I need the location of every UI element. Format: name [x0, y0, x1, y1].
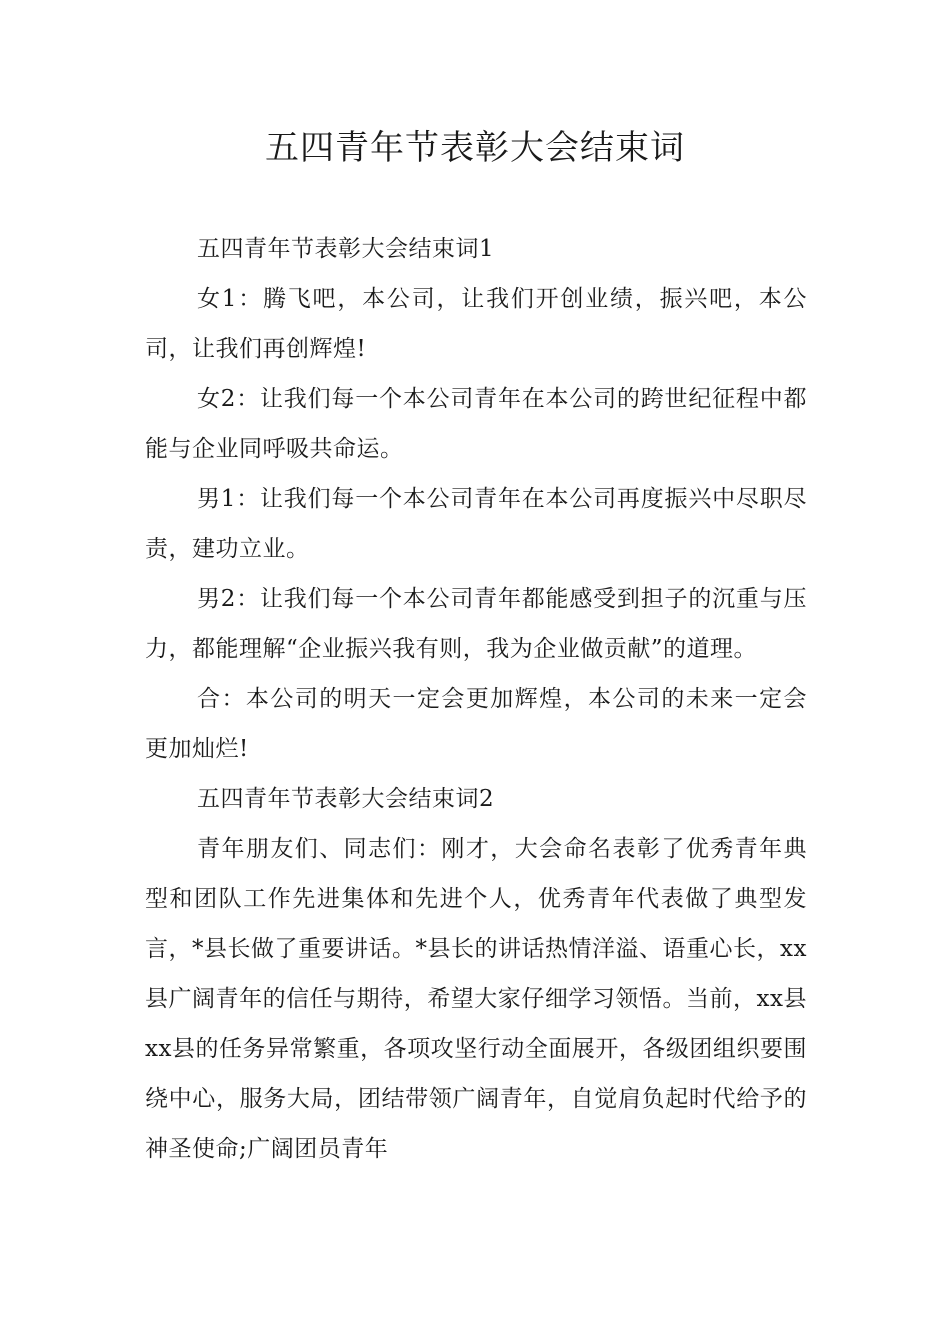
section-heading-2: 五四青年节表彰大会结束词2 — [197, 786, 495, 812]
paragraph-male-1: 男1：让我们每一个本公司青年在本公司再度振兴中尽职尽责，建功立业。 — [145, 486, 807, 562]
paragraph-female-1: 女1：腾飞吧，本公司，让我们开创业绩，振兴吧，本公司，让我们再创辉煌! — [145, 286, 807, 362]
paragraph-together: 合：本公司的明天一定会更加辉煌，本公司的未来一定会更加灿烂! — [145, 686, 807, 762]
paragraph-male-2: 男2：让我们每一个本公司青年都能感受到担子的沉重与压力，都能理解“企业振兴我有则，我为企业做贡献”的道理。 — [145, 586, 807, 662]
document-title: 五四青年节表彰大会结束词 — [265, 128, 685, 168]
paragraph-speech: 青年朋友们、同志们：刚才，大会命名表彰了优秀青年典型和团队工作先进集体和先进个人，优秀青年代表做了典型发言，*县长做了重要讲话。*县长的讲话热情洋溢、语重心长，xx县广阔青年的信任与期待，希望大家仔细学习领悟。当前，xx县xx县的任务异常繁重，各项攻坚行动全面展开，各级团组织要围绕中心，服务大局，团结带领广阔青年，自觉肩负起时代给予的神圣使命;广阔团员青年 — [145, 836, 807, 1162]
paragraph-female-2: 女2：让我们每一个本公司青年在本公司的跨世纪征程中都能与企业同呼吸共命运。 — [145, 386, 807, 462]
section-heading-1: 五四青年节表彰大会结束词1 — [197, 236, 495, 262]
document-body — [145, 224, 807, 1174]
